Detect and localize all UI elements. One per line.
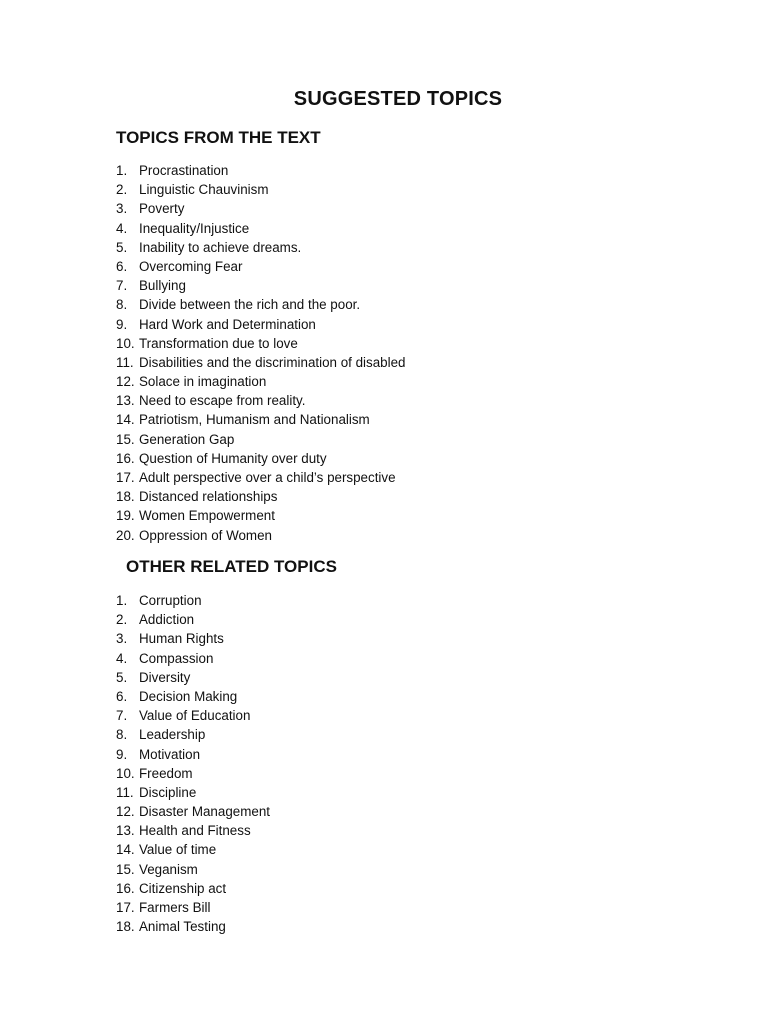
list-item-number: 13.: [116, 823, 135, 839]
list-item-number: 12.: [116, 804, 135, 820]
list-item-number: 20.: [116, 527, 135, 543]
list-item-number: 4.: [116, 650, 128, 666]
list-item-text: Human Rights: [139, 631, 224, 647]
list-item-text: Poverty: [139, 201, 185, 217]
list-item: [116, 764, 270, 783]
list-item: [116, 725, 270, 744]
list-item: [116, 487, 405, 506]
list-item: [116, 802, 270, 821]
list-item-number: 8.: [116, 727, 128, 743]
list-item-number: 19.: [116, 508, 135, 524]
list-item-text: Generation Gap: [139, 431, 235, 447]
list-item: [116, 180, 405, 199]
list-item: [116, 898, 270, 917]
list-item: [116, 860, 270, 879]
list-item-text: Bullying: [139, 278, 186, 294]
list-item-text: Adult perspective over a child’s perspective: [139, 470, 396, 485]
list-item-text: Divide between the rich and the poor.: [139, 297, 361, 313]
list-item-text: Compassion: [139, 650, 214, 666]
list-item-text: Motivation: [139, 746, 201, 762]
section-heading-topics-from-text: TOPICS FROM THE TEXT: [116, 128, 321, 147]
list-item-number: 14.: [116, 412, 135, 428]
section-heading-other-related-topics: OTHER RELATED TOPICS: [126, 557, 337, 576]
list-item: [116, 591, 270, 610]
list-item: [116, 745, 270, 764]
list-item-number: 10.: [116, 765, 135, 781]
list-item: [116, 334, 405, 353]
list-item: [116, 879, 270, 898]
list-item: [116, 391, 405, 410]
list-item: [116, 668, 270, 687]
list-item-text: Patriotism, Humanism and Nationalism: [139, 412, 370, 428]
list-item-text: Discipline: [139, 784, 197, 800]
list-item: [116, 687, 270, 706]
list-item-text: Hard Work and Determination: [139, 316, 316, 332]
list-item-text: Value of time: [139, 842, 217, 858]
list-item-number: 2.: [116, 612, 128, 628]
list-item: [116, 161, 405, 180]
list-item: [116, 238, 405, 257]
list-item-text: Transformation due to love: [139, 335, 298, 351]
page-title: SUGGESTED TOPICS: [293, 88, 503, 110]
list-item-number: 5.: [116, 239, 128, 255]
list-item-text: Farmers Bill: [139, 900, 211, 915]
list-item-number: 15.: [116, 431, 135, 447]
list-item-text: Disaster Management: [139, 804, 270, 820]
list-item: [116, 276, 405, 295]
list-item-text: Health and Fitness: [139, 823, 251, 839]
list-item-number: 8.: [116, 297, 128, 313]
list-item: [116, 840, 270, 859]
list-item-number: 12.: [116, 374, 135, 390]
list-item: [116, 449, 405, 468]
list-item: [116, 257, 405, 276]
list-item-text: Freedom: [139, 765, 193, 781]
list-item-text: Need to escape from reality.: [139, 393, 306, 409]
list-item-text: Animal Testing: [139, 919, 226, 935]
list-item-text: Value of Education: [139, 708, 251, 724]
list-item: [116, 783, 270, 802]
list-item-text: Question of Humanity over duty: [139, 450, 327, 466]
list-item-text: Addiction: [139, 612, 195, 628]
list-item: [116, 372, 405, 391]
list-item: [116, 353, 405, 372]
list-item-number: 10.: [116, 335, 135, 351]
list-item-number: 9.: [116, 316, 128, 332]
list-item-number: 3.: [116, 631, 128, 647]
list-item-text: Inequality/Injustice: [139, 220, 250, 236]
list-item-number: 16.: [116, 450, 135, 466]
list-item-text: Disabilities and the discrimination of disabled: [139, 354, 406, 370]
list-item-number: 6.: [116, 258, 128, 274]
list-item-number: 4.: [116, 220, 128, 236]
list-item-text: Women Empowerment: [139, 508, 275, 524]
list-item: [116, 629, 270, 648]
list-item-text: Linguistic Chauvinism: [139, 182, 269, 198]
list-item-number: 18.: [116, 919, 135, 935]
list-item-text: Diversity: [139, 669, 191, 685]
list-item: [116, 610, 270, 629]
list-item-number: 14.: [116, 842, 135, 858]
list-item-number: 18.: [116, 489, 135, 505]
topics-from-text-list: [116, 161, 405, 545]
list-item: [116, 917, 270, 936]
list-item-text: Overcoming Fear: [139, 258, 243, 274]
list-item: [116, 526, 405, 545]
list-item-text: Citizenship act: [139, 880, 227, 896]
list-item-number: 2.: [116, 182, 128, 198]
list-item: [116, 506, 405, 525]
list-item-text: Inability to achieve dreams.: [139, 239, 302, 255]
list-item: [116, 315, 405, 334]
list-item-number: 9.: [116, 746, 128, 762]
list-item-number: 11.: [116, 354, 134, 370]
other-related-topics-list: [116, 591, 270, 936]
list-item-number: 11.: [116, 784, 134, 800]
list-item: [116, 199, 405, 218]
list-item-text: Solace in imagination: [139, 374, 267, 390]
list-item: [116, 295, 405, 314]
list-item-number: 7.: [116, 278, 128, 294]
list-item: [116, 468, 405, 487]
list-item-number: 13.: [116, 393, 135, 409]
list-item-number: 5.: [116, 669, 128, 685]
list-item-number: 1.: [116, 163, 128, 178]
list-item: [116, 649, 270, 668]
list-item-text: Distanced relationships: [139, 489, 278, 505]
list-item: [116, 430, 405, 449]
list-item-number: 17.: [116, 900, 135, 915]
list-item-text: Oppression of Women: [139, 527, 272, 543]
list-item-text: Decision Making: [139, 688, 238, 704]
list-item-number: 15.: [116, 861, 135, 877]
list-item-text: Corruption: [139, 593, 202, 608]
list-item: [116, 706, 270, 725]
list-item-number: 3.: [116, 201, 128, 217]
list-item-text: Procrastination: [139, 163, 229, 178]
list-item: [116, 219, 405, 238]
list-item-text: Leadership: [139, 727, 206, 743]
list-item-text: Veganism: [139, 861, 198, 877]
list-item-number: 17.: [116, 470, 135, 485]
list-item-number: 6.: [116, 688, 128, 704]
list-item-number: 1.: [116, 593, 128, 608]
list-item-number: 7.: [116, 708, 128, 724]
list-item: [116, 821, 270, 840]
list-item: [116, 410, 405, 429]
list-item-number: 16.: [116, 880, 135, 896]
